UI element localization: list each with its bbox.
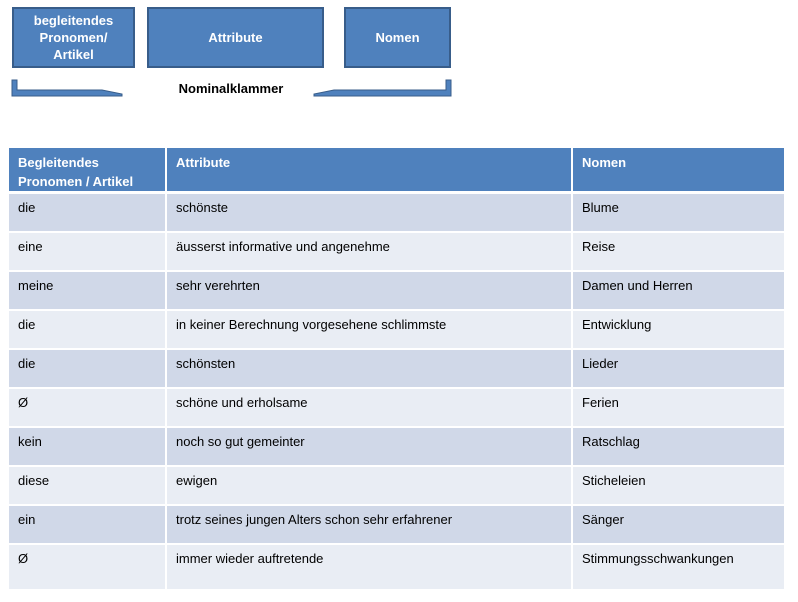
box-begleitendes-pronomen-artikel [12, 7, 135, 68]
bracket-label: Nominalklammer [178, 81, 284, 96]
bracket-right-arm [314, 80, 451, 96]
cell-attribut: schönsten [166, 349, 572, 388]
cell-nomen: Stimmungsschwankungen [572, 544, 784, 590]
table-row [9, 271, 784, 310]
cell-attribut: äusserst informative und angenehme [166, 232, 572, 271]
nominalklammer-table [9, 148, 784, 591]
table-row [9, 466, 784, 505]
table-row [9, 544, 784, 590]
cell-nomen: Lieder [572, 349, 784, 388]
box-nomen [344, 7, 451, 68]
box-label: Attribute [208, 30, 263, 45]
box-label: begleitendes Pronomen/ Artikel [33, 13, 114, 62]
cell-nomen: Blume [572, 193, 784, 232]
cell-nomen: Ferien [572, 388, 784, 427]
cell-begleiter: Ø [9, 388, 166, 427]
table-header-row [9, 148, 784, 193]
table-row [9, 193, 784, 232]
cell-begleiter: diese [9, 466, 166, 505]
cell-attribut: noch so gut gemeinter [166, 427, 572, 466]
cell-begleiter: ein [9, 505, 166, 544]
cell-nomen: Sänger [572, 505, 784, 544]
box-label: Nomen [375, 30, 420, 45]
header-attribute: Attribute [166, 148, 572, 193]
cell-begleiter: die [9, 349, 166, 388]
cell-attribut: trotz seines jungen Alters schon sehr erfahrener [166, 505, 572, 544]
cell-begleiter: kein [9, 427, 166, 466]
table-row [9, 388, 784, 427]
cell-attribut: schönste [166, 193, 572, 232]
cell-nomen: Damen und Herren [572, 271, 784, 310]
cell-nomen: Ratschlag [572, 427, 784, 466]
cell-nomen: Sticheleien [572, 466, 784, 505]
box-attribute [147, 7, 324, 68]
cell-attribut: immer wieder auftretende [166, 544, 572, 590]
table-row [9, 232, 784, 271]
cell-attribut: schöne und erholsame [166, 388, 572, 427]
header-begleitendes-pronomen: Begleitendes Pronomen / Artikel [9, 148, 166, 193]
cell-begleiter: die [9, 310, 166, 349]
table-row [9, 349, 784, 388]
cell-begleiter: meine [9, 271, 166, 310]
cell-nomen: Reise [572, 232, 784, 271]
cell-begleiter: die [9, 193, 166, 232]
table-row [9, 310, 784, 349]
bracket-left-arm [12, 80, 122, 96]
cell-attribut: in keiner Berechnung vorgesehene schlimmste [166, 310, 572, 349]
cell-attribut: sehr verehrten [166, 271, 572, 310]
cell-begleiter: Ø [9, 544, 166, 590]
cell-nomen: Entwicklung [572, 310, 784, 349]
table-row [9, 505, 784, 544]
header-nomen: Nomen [572, 148, 784, 193]
table-row [9, 427, 784, 466]
cell-begleiter: eine [9, 232, 166, 271]
cell-attribut: ewigen [166, 466, 572, 505]
